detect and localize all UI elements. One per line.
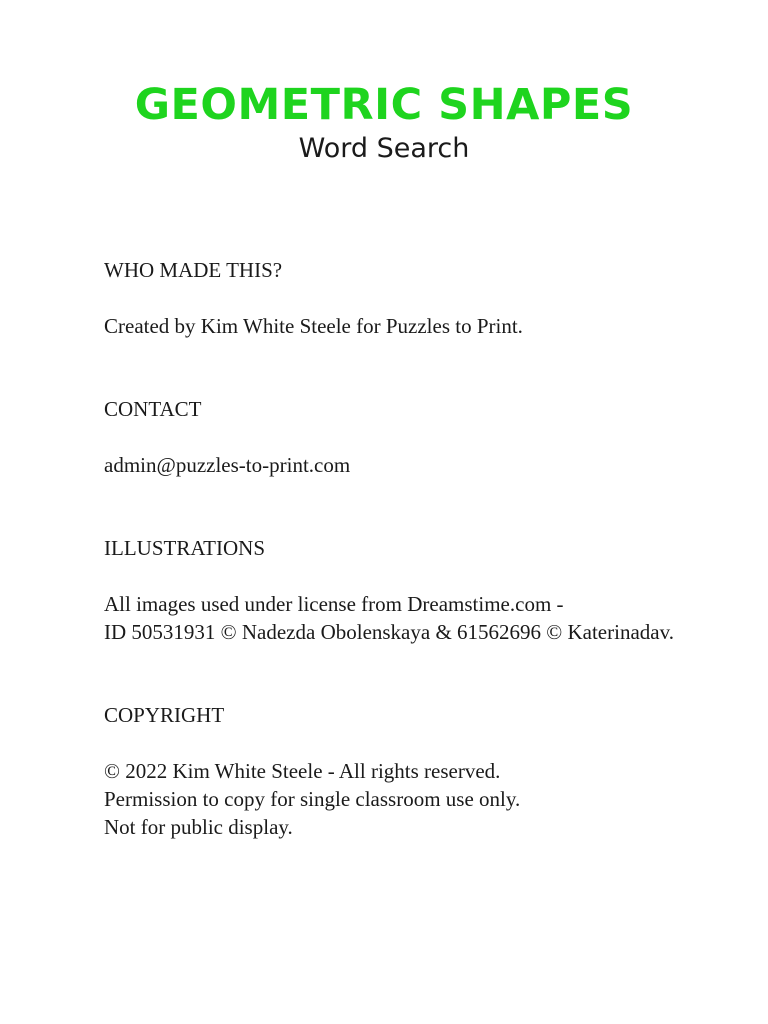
copyright-line: Permission to copy for single classroom use only.	[104, 787, 521, 811]
section-who-made-this	[104, 256, 744, 340]
contact-email: admin@puzzles-to-print.com	[104, 453, 351, 477]
section-contact	[104, 395, 744, 479]
credits-content	[104, 256, 744, 896]
section-illustrations	[104, 534, 744, 646]
section-heading: ILLUSTRATIONS	[104, 536, 265, 560]
illustration-credit-line: ID 50531931 © Nadezda Obolenskaya & 61562696 © Katerinadav.	[104, 620, 674, 644]
page-title: GEOMETRIC SHAPES	[134, 80, 634, 130]
section-heading: CONTACT	[104, 397, 202, 421]
copyright-line: Not for public display.	[104, 815, 293, 839]
section-copyright	[104, 701, 744, 841]
copyright-line: © 2022 Kim White Steele - All rights reserved.	[104, 759, 501, 783]
creator-text: Created by Kim White Steele for Puzzles to Print.	[104, 314, 523, 338]
illustration-credit-line: All images used under license from Dreamstime.com -	[104, 592, 564, 616]
section-heading: WHO MADE THIS?	[104, 258, 283, 282]
page-header	[0, 78, 768, 166]
page-subtitle: Word Search	[298, 133, 470, 164]
section-heading: COPYRIGHT	[104, 703, 225, 727]
